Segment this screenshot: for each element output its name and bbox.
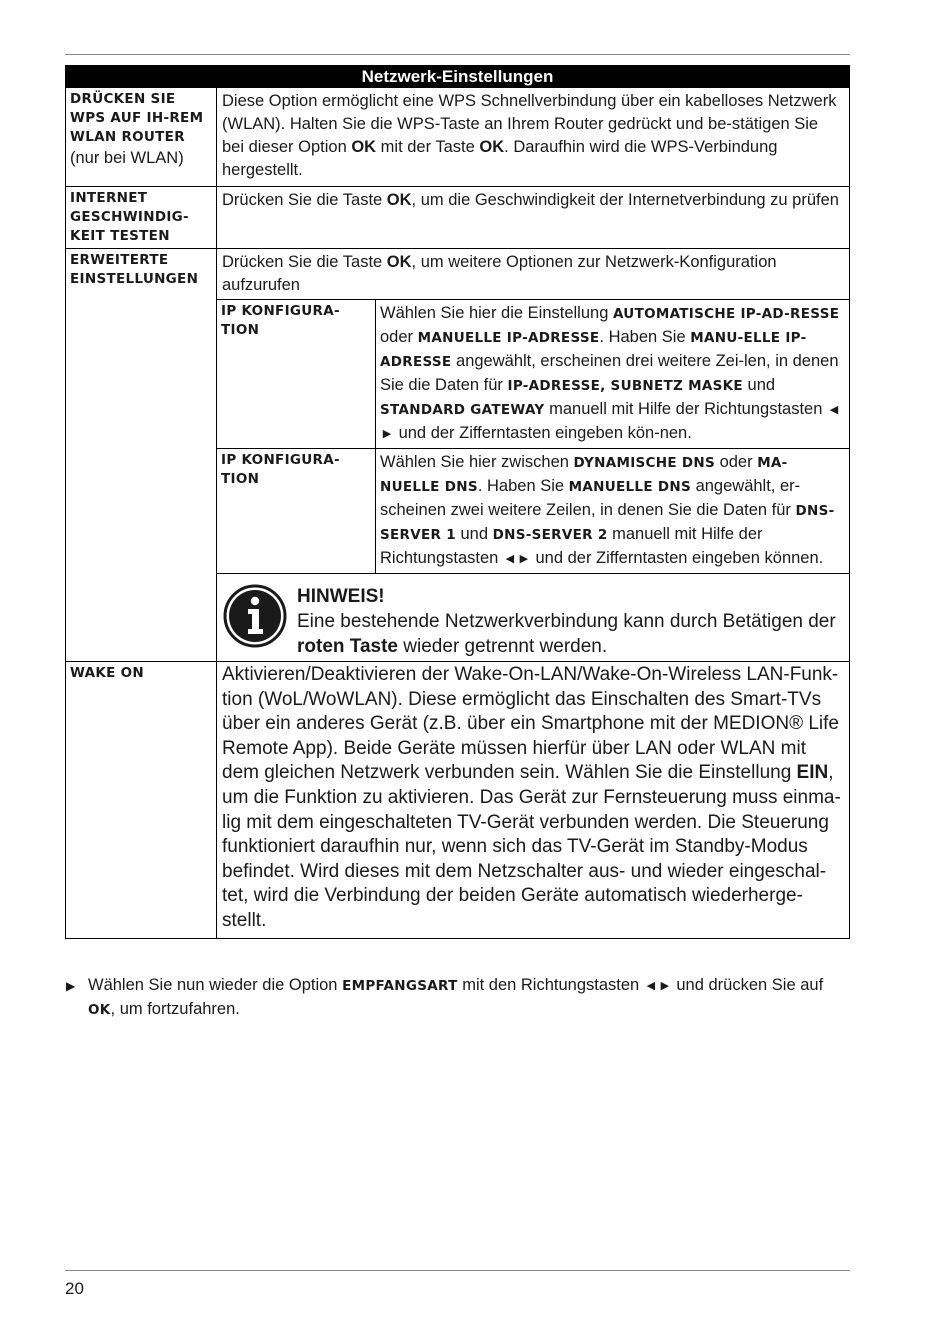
text: mit der Taste <box>376 138 480 156</box>
keyword: DYNAMISCHE DNS <box>573 455 715 471</box>
ok-key: OK <box>386 253 412 271</box>
text: angewählt, erscheinen drei weitere Zei-len, in denen Sie die Daten für <box>380 352 839 394</box>
note-title: HINWEIS! <box>297 586 385 607</box>
text: und der Zifferntasten eingeben kön-nen. <box>394 424 692 442</box>
keyword: EMPFANGSART <box>342 978 458 994</box>
page-number: 20 <box>65 1279 84 1298</box>
text: mit den Richtungstasten <box>457 976 644 994</box>
info-icon <box>223 584 287 648</box>
text: . Haben Sie <box>477 477 569 495</box>
arrow-right-icon: ▶ <box>519 553 529 565</box>
text: . Haben Sie <box>599 328 691 346</box>
ok-key: OK <box>88 1002 111 1018</box>
arrow-left-icon: ◀ <box>829 404 839 416</box>
nested-row-dns <box>217 448 849 573</box>
text: , um weitere Optionen zur Netzwerk-Konfiguration aufzurufen <box>222 253 777 294</box>
table-header: Netzwerk-Einstellungen <box>65 65 850 88</box>
keyword: MANUELLE IP-ADRESSE <box>417 330 600 346</box>
keyword: IP-ADRESSE, SUBNETZ MASKE <box>507 378 743 394</box>
note-content <box>297 584 843 659</box>
advanced-content <box>217 249 849 661</box>
wake-label: WAKE ON <box>66 662 217 938</box>
text: und drücken Sie auf <box>671 976 824 994</box>
table-row-speed <box>65 187 850 249</box>
step-text <box>88 974 850 1022</box>
text: . Daraufhin wird die WPS-Verbindung hergestellt. <box>222 138 778 179</box>
red-button-text: roten Taste <box>297 636 399 657</box>
ip-config-description <box>376 300 849 448</box>
wps-label: DRÜCKEN SIE WPS AUF IH-REM WLAN ROUTER <box>70 91 204 145</box>
text: wieder getrennt werden. <box>398 636 608 657</box>
arrow-right-icon: ▶ <box>660 980 670 992</box>
text: , um die Funktion zu aktivieren. Das Gerät zur Fernsteuerung muss einma-lig mit dem eingeschalteten TV-Gerät verbunden werden. Die Steuerung funktioniert daraufhin nur, wenn sich das TV-Gerät im Standby-Modus befindet. Wird dieses mit dem Netzschalter aus- und wieder eingeschal-tet, wird die Verbindung der beiden Geräte automatisch wiederherge-stellt. <box>222 762 841 931</box>
ok-key: OK <box>351 138 377 156</box>
note-box <box>217 573 849 661</box>
text: und der Zifferntasten eingeben können. <box>530 549 824 567</box>
wps-label-sub: (nur bei WLAN) <box>70 149 184 167</box>
text: Diese Option ermöglicht eine WPS Schnellverbindung über ein kabelloses Netzwerk (WLAN). Halten Sie die WPS-Taste an Ihrem Router gedrückt und be-stätigen Sie bei dieser Option <box>222 92 837 156</box>
text: Aktivieren/Deaktivieren der Wake-On-LAN/Wake-On-Wireless LAN-Funk-tion (WoL/WoWLAN). Diese ermöglicht das Einschalten des Smart-TVs über ein anderes Gerät (z.B. über ein Smartphone mit der MEDION® Life Remote App). Beide Geräte müssen hierfür über LAN oder WLAN mit dem gleichen Netzwerk verbunden sein. Wählen Sie die Einstellung <box>222 664 839 784</box>
arrow-right-icon: ▶ <box>382 428 392 440</box>
note-text <box>297 609 843 659</box>
keyword: AUTOMATISCHE IP-AD-RESSE <box>612 306 840 322</box>
instruction-step <box>65 974 850 1022</box>
arrow-left-icon: ◀ <box>505 553 515 565</box>
text: Wählen Sie nun wieder die Option <box>88 976 343 994</box>
keyword: DNS-SERVER 2 <box>492 527 608 543</box>
dns-config-label: IP KONFIGURA-TION <box>217 449 376 573</box>
bullet-arrow-icon: ▶ <box>66 979 76 993</box>
text: Wählen Sie hier zwischen <box>380 453 574 471</box>
keyword: STANDARD GATEWAY <box>380 402 545 418</box>
top-rule <box>65 54 850 55</box>
row-description <box>217 88 849 186</box>
text: angewählt, er-scheinen zwei weitere Zeilen, in denen Sie die Daten für <box>380 477 801 519</box>
row-label <box>66 88 217 186</box>
text: Drücken Sie die Taste <box>222 253 387 271</box>
text: oder <box>715 453 758 471</box>
table-row-advanced <box>65 249 850 662</box>
keyword: MA-NUELLE DNS <box>380 455 788 495</box>
text: manuell mit Hilfe der Richtungstasten <box>380 525 763 567</box>
text: und <box>742 376 776 394</box>
text: Wählen Sie hier die Einstellung <box>380 304 613 322</box>
keyword: MANUELLE DNS <box>568 479 691 495</box>
nested-row-ip <box>217 299 849 448</box>
ok-key: OK <box>479 138 505 156</box>
text: , um die Geschwindigkeit der Internetverbindung zu prüfen <box>411 191 839 209</box>
on-keyword: EIN <box>796 762 829 784</box>
advanced-label: ERWEITERTE EINSTELLUNGEN <box>66 249 217 661</box>
text: Drücken Sie die Taste <box>222 191 387 209</box>
dns-config-description <box>376 449 849 573</box>
ok-key: OK <box>386 191 412 209</box>
text: , um fortzufahren. <box>110 1000 240 1018</box>
arrow-left-icon: ◀ <box>646 980 656 992</box>
wake-description <box>217 662 849 938</box>
text: oder <box>380 328 418 346</box>
table-row-wps <box>65 88 850 187</box>
text: manuell mit Hilfe der Richtungstasten <box>544 400 827 418</box>
text: und <box>455 525 493 543</box>
row-description <box>217 187 849 248</box>
bottom-rule <box>65 1270 850 1271</box>
keyword: DNS-SERVER 1 <box>380 503 835 543</box>
advanced-intro <box>217 249 849 299</box>
text: Eine bestehende Netzwerkverbindung kann durch Betätigen der <box>297 611 836 632</box>
table-row-wake <box>65 662 850 939</box>
network-settings-table <box>65 65 850 939</box>
ip-config-label: IP KONFIGURA-TION <box>217 300 376 448</box>
speed-label: INTERNET GESCHWINDIG-KEIT TESTEN <box>66 187 217 248</box>
keyword: MANU-ELLE IP-ADRESSE <box>380 330 807 370</box>
